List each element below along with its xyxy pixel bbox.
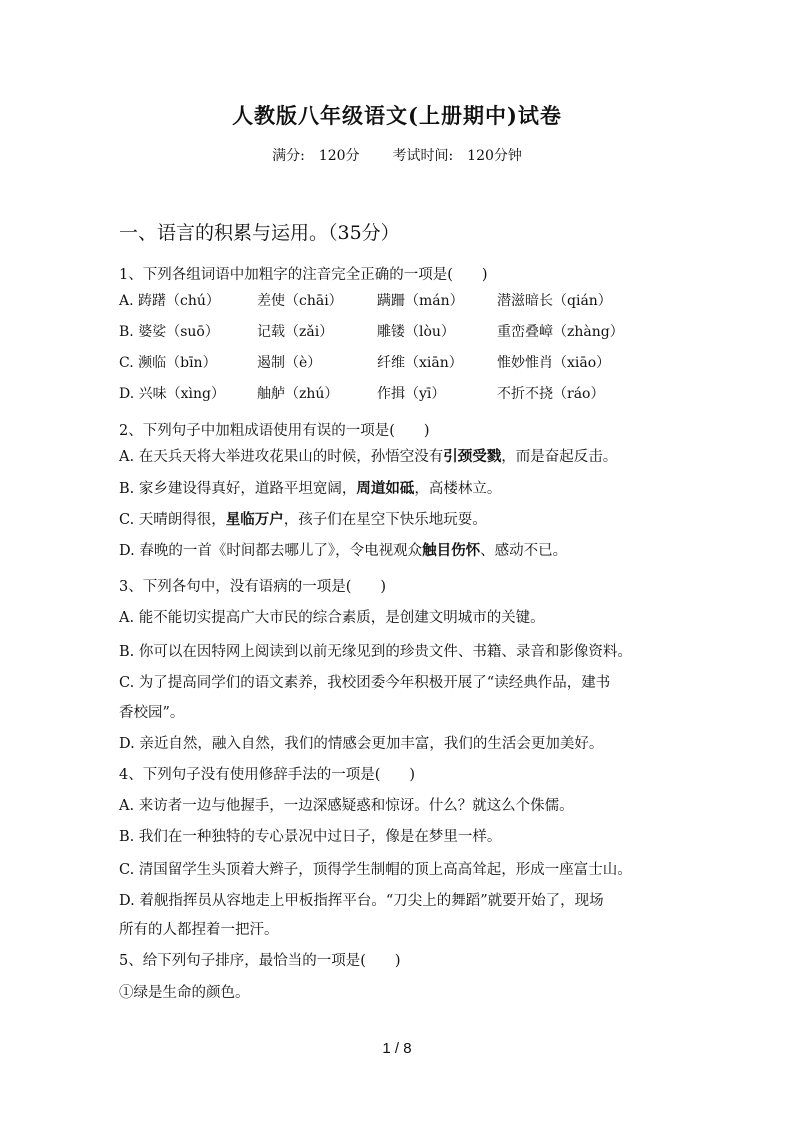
question-5-stem: 5、给下列句子排序，最恰当的一项是( )	[119, 953, 401, 969]
question-4-option-d-cont: 所有的人都捏着一把汗。	[119, 922, 279, 938]
question-4-stem: 4、下列句子没有使用修辞手法的一项是( )	[119, 767, 416, 783]
option-text: ，而是奋起反击。	[501, 449, 618, 465]
section-heading: 一、语言的积累与运用。（35分）	[119, 222, 400, 244]
question-2-option-d	[119, 539, 567, 560]
question-3-option-b: B. 你可以在因特网上阅读到以前无缘见到的珍贵文件、书籍、录音和影像资料。	[119, 644, 632, 660]
option-text: C. 天晴朗得很，	[119, 512, 226, 528]
option-text: D. 春晚的一首《时间都去哪儿了》，令电视观众	[119, 543, 423, 559]
option-cell: B. 婆娑（suō）	[119, 324, 219, 340]
bold-idiom: 周道如砥	[356, 480, 415, 497]
question-3-option-d: D. 亲近自然，融入自然，我们的情感会更加丰富，我们的生活会更加美好。	[119, 736, 604, 752]
question-1-stem: 1、下列各组词语中加粗字的注音完全正确的一项是( )	[119, 267, 488, 283]
option-cell: C. 濒临（bīn）	[119, 355, 217, 371]
question-3-option-a: A. 能不能切实提高广大市民的综合素质，是创建文明城市的关键。	[119, 610, 545, 626]
option-text: B. 家乡建设得真好，道路平坦宽阔，	[119, 481, 357, 497]
option-cell: 潜滋暗长（qián）	[497, 293, 612, 309]
option-cell: 舳舻（zhú）	[257, 386, 339, 402]
option-cell: 作揖（yī）	[377, 386, 446, 402]
question-4-option-d: D. 着舰指挥员从容地走上甲板指挥平台。“刀尖上的舞蹈”就要开始了，现场	[119, 893, 604, 909]
option-text: 、感动不已。	[480, 543, 568, 559]
bold-idiom: 引颈受戮	[443, 448, 502, 465]
option-cell: 不折不挠（ráo）	[497, 386, 605, 402]
full-score: 满分: 120分	[272, 148, 360, 164]
option-cell: 惟妙惟肖（xiāo）	[497, 355, 611, 371]
option-cell: D. 兴味（xìng）	[119, 386, 225, 402]
option-cell: 记载（zǎi）	[257, 324, 334, 340]
page-title: 人教版八年级语文(上册期中)试卷	[232, 103, 562, 128]
question-3-option-c-cont: 香校园”。	[119, 705, 185, 721]
bold-idiom: 触目伤怀	[422, 542, 481, 559]
question-2-stem: 2、下列句子中加粗成语使用有误的一项是( )	[119, 423, 430, 439]
question-2-option-a	[119, 445, 617, 466]
question-3-option-c: C. 为了提高同学们的语文素养，我校团委今年积极开展了“读经典作品，建书	[119, 675, 611, 691]
question-2-option-b	[119, 477, 501, 498]
option-text: A. 在天兵天将大举进攻花果山的时候，孙悟空没有	[119, 449, 444, 465]
question-2-option-c	[119, 508, 487, 529]
option-text: ，孩子们在星空下快乐地玩耍。	[283, 512, 487, 528]
option-cell: 雕镂（lòu）	[377, 324, 455, 340]
option-text: ，高楼林立。	[414, 481, 502, 497]
question-3-stem: 3、下列各句中，没有语病的一项是( )	[119, 579, 387, 595]
bold-idiom: 星临万户	[225, 511, 284, 528]
option-cell: 遏制（è）	[257, 355, 322, 371]
option-cell: 蹒跚（mán）	[377, 293, 464, 309]
option-cell: 纤维（xiān）	[377, 355, 463, 371]
option-cell: 差使（chāi）	[257, 293, 343, 309]
question-4-option-a: A. 来访者一边与他握手，一边深感疑惑和惊讶。什么？就这么个侏儒。	[119, 798, 574, 814]
question-4-option-c: C. 清国留学生头顶着大辫子，顶得学生制帽的顶上高高耸起，形成一座富士山。	[119, 862, 632, 878]
question-5-sentence-1: ①绿是生命的颜色。	[119, 985, 250, 1001]
option-cell: 重峦叠嶂（zhàng）	[497, 324, 624, 340]
exam-time: 考试时间: 120分钟	[392, 148, 522, 164]
page-number: 1 / 8	[382, 1040, 412, 1057]
question-4-option-b: B. 我们在一种独特的专心景况中过日子，像是在梦里一样。	[119, 829, 502, 845]
exam-info	[0, 145, 794, 165]
option-cell: A. 踌躇（chú）	[119, 293, 220, 309]
